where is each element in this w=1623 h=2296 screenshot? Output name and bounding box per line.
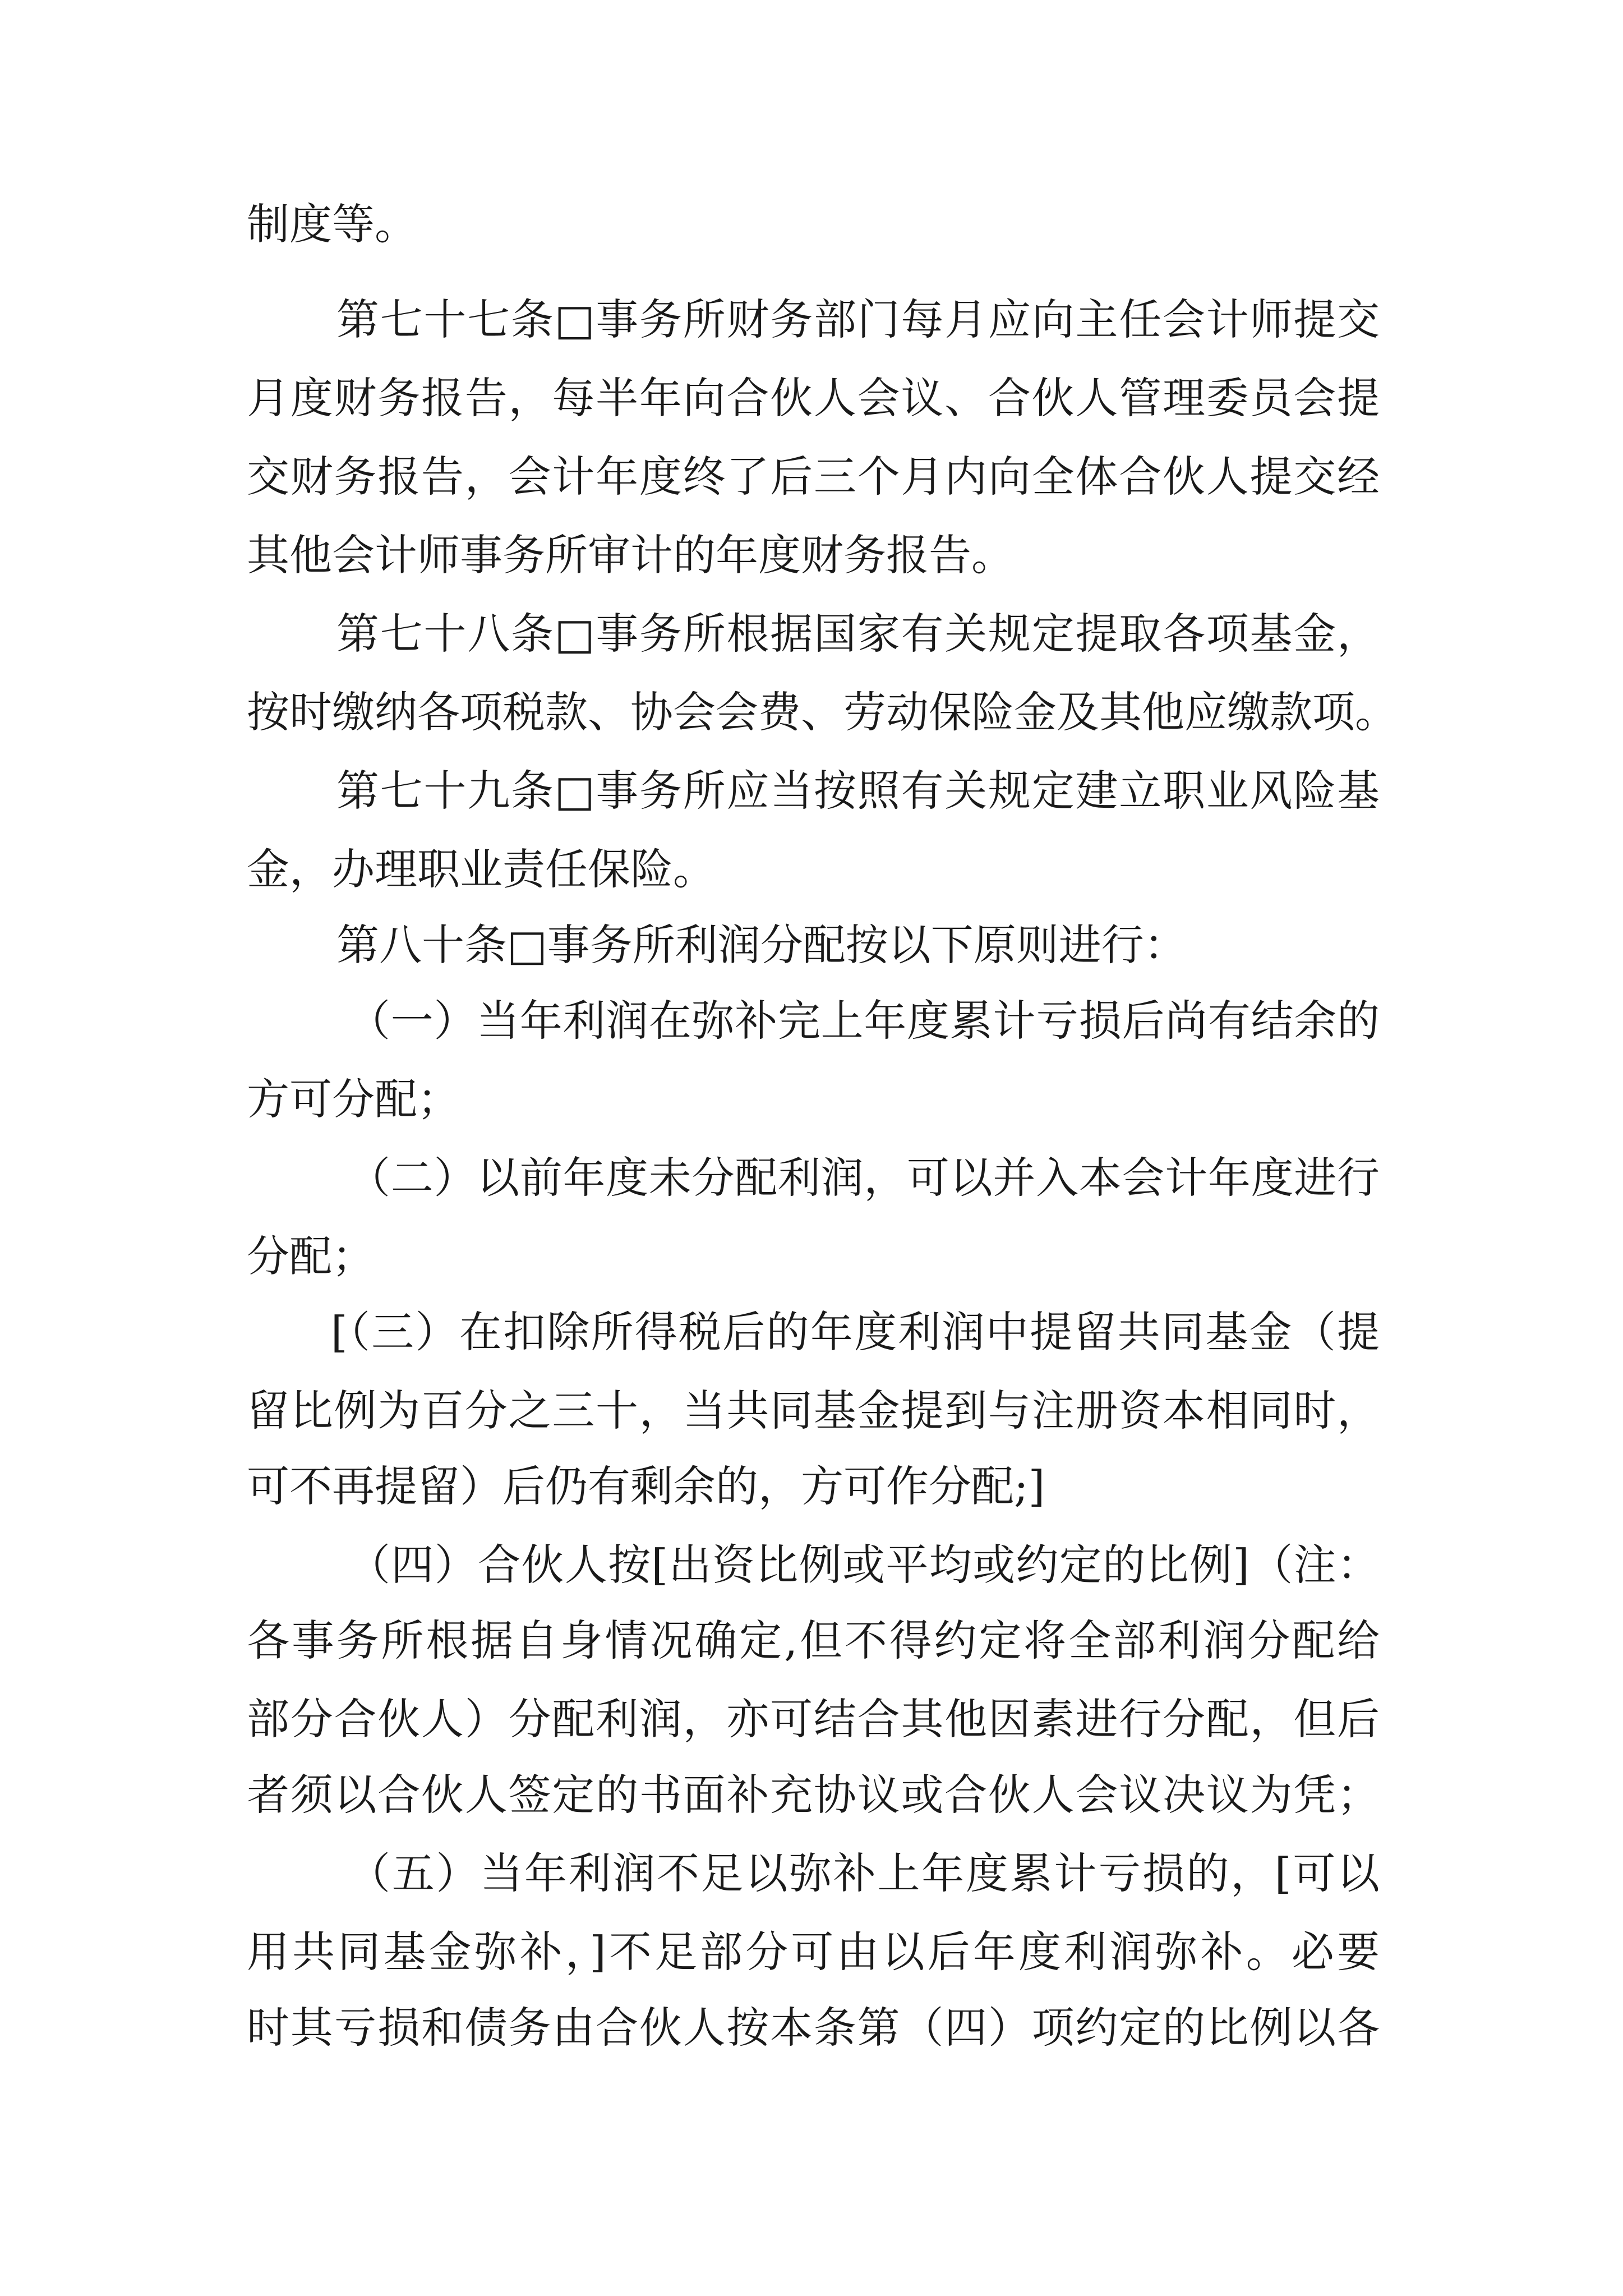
- clause-5-line-3: 时其亏损和债务由合伙人按本条第（四）项约定的比例以各: [247, 2003, 1380, 2053]
- clause-4-line-3: 部分合伙人）分配利润，亦可结合其他因素进行分配，但后: [247, 1694, 1380, 1744]
- clause-3-line-2: 留比例为百分之三十，当共同基金提到与注册资本相同时，: [247, 1386, 1380, 1435]
- article-78-line-1: 第七十八条□事务所根据国家有关规定提取各项基金，: [336, 609, 1380, 659]
- article-77-line-3: 交财务报告，会计年度终了后三个月内向全体合伙人提交经: [247, 452, 1380, 501]
- article-79-line-1: 第七十九条□事务所应当按照有关规定建立职业风险基: [336, 766, 1380, 816]
- clause-5-line-1: （五）当年利润不足以弥补上年度累计亏损的，[可以: [348, 1848, 1380, 1898]
- clause-5-line-2: 用共同基金弥补，]不足部分可由以后年度利润弥补。必要: [247, 1927, 1380, 1977]
- article-79-line-2: 金，办理职业责任保险。: [247, 844, 716, 894]
- clause-4-line-2: 各事务所根据自身情况确定,但不得约定将全部利润分配给: [247, 1616, 1380, 1665]
- clause-1-line-1: （一）当年利润在弥补完上年度累计亏损后尚有结余的: [348, 996, 1380, 1046]
- clause-2-line-2: 分配；: [247, 1231, 375, 1281]
- clause-4-line-4: 者须以合伙人签定的书面补充协议或合伙人会议决议为凭；: [247, 1770, 1380, 1820]
- text-line-1: 制度等。: [247, 199, 417, 249]
- article-78-line-2: 按时缴纳各项税款、协会会费、劳动保险金及其他应缴款项。: [247, 687, 1398, 737]
- clause-4-line-1: （四）合伙人按[出资比例或平均或约定的比例]（注：: [348, 1540, 1380, 1590]
- clause-1-line-2: 方可分配；: [247, 1074, 460, 1124]
- article-77-line-1: 第七十七条□事务所财务部门每月应向主任会计师提交: [336, 295, 1380, 344]
- clause-2-line-1: （二）以前年度未分配利润，可以并入本会计年度进行: [348, 1153, 1380, 1203]
- article-80-heading: 第八十条□事务所利润分配按以下原则进行：: [336, 920, 1187, 970]
- article-77-line-2: 月度财务报告，每半年向合伙人会议、合伙人管理委员会提: [247, 373, 1380, 423]
- article-77-line-4: 其他会计师事务所审计的年度财务报告。: [247, 530, 1014, 580]
- clause-3-line-3: 可不再提留）后仍有剩余的，方可作分配;]: [247, 1461, 1045, 1511]
- clause-3-line-1: [（三）在扣除所得税后的年度利润中提留共同基金（提: [331, 1307, 1380, 1357]
